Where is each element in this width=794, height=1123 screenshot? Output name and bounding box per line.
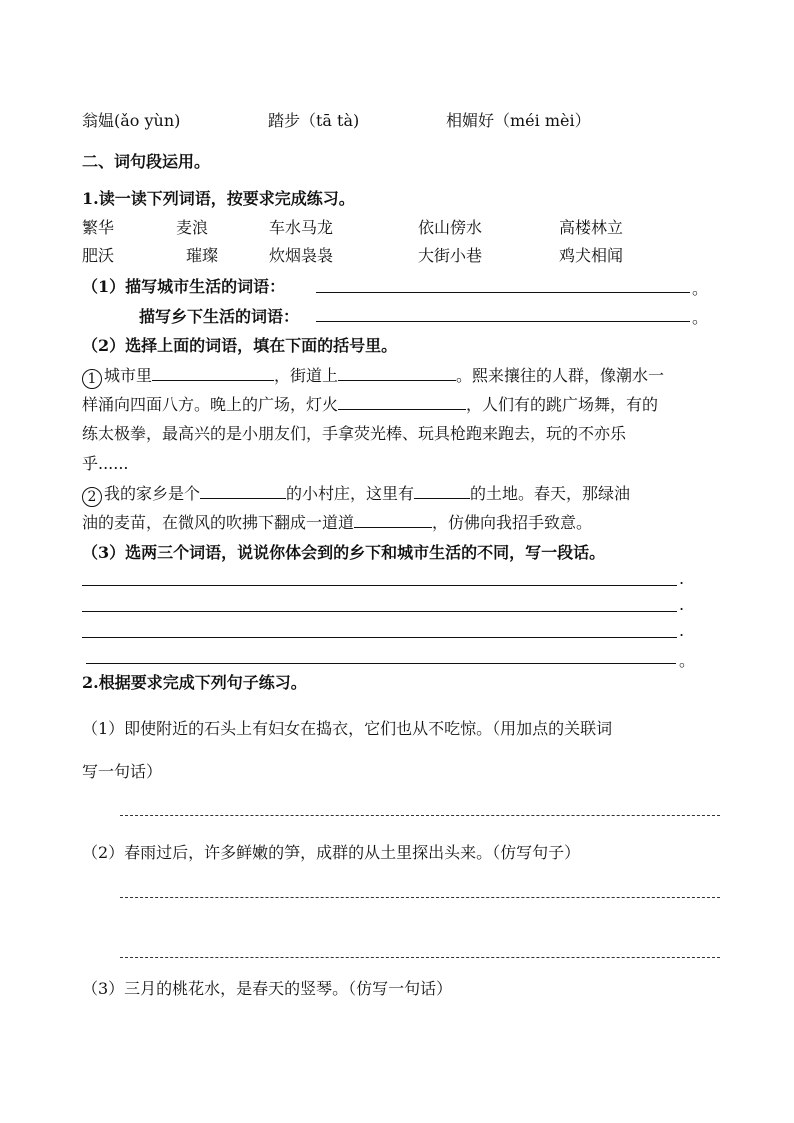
fill-blank[interactable] [354,513,432,528]
fill-blank[interactable] [152,366,274,381]
writing-line[interactable] [82,637,677,638]
circled-number: 2 [82,487,102,507]
paragraph-1-line-2: 样涌向四面八方。晚上的广场，灯火 ，人们有的跳广场舞，有的 [82,395,659,414]
line-end: 。 [679,651,696,670]
period: 。 [692,279,709,298]
pinyin-item-1: 翁媪(ǎo yùn) [82,111,181,130]
village-words-answer-line[interactable] [316,321,690,322]
word: 炊烟袅袅 [269,246,334,265]
line-end: . [679,569,685,588]
writing-line[interactable] [86,663,676,664]
word: 繁华 [82,218,115,237]
pinyin-item-2: 踏步（tā tà) [268,111,360,130]
question-1-title: 1.读一读下列词语，按要求完成练习。 [82,189,355,208]
word: 鸡犬相闻 [559,246,624,265]
sub2-title: （2）选择上面的词语，填在下面的括号里。 [82,336,398,355]
question-2-title: 2.根据要求完成下列句子练习。 [82,673,307,692]
sub1b-label: 描写乡下生活的词语： [139,307,300,326]
word: 高楼林立 [559,218,624,237]
fill-blank[interactable] [200,484,286,499]
sentence-3: （3）三月的桃花水，是春天的竖琴。（仿写一句话） [82,979,453,998]
word: 依山傍水 [418,218,483,237]
circled-number: 1 [82,369,102,389]
sentence-2: （2）春雨过后，许多鲜嫩的笋，成群的从土里探出头来。（仿写句子） [82,843,581,862]
writing-line[interactable] [82,585,677,586]
paragraph-1-line-3: 练太极拳，最高兴的是小朋友们，手拿荧光棒、玩具枪跑来跑去，玩的不亦乐 [82,424,627,443]
paragraph-1-line-4: 乎...... [82,454,129,473]
writing-line[interactable] [82,611,677,612]
line-end: . [679,595,685,614]
answer-line[interactable] [120,897,720,898]
word: 麦浪 [176,218,209,237]
word: 璀璨 [186,246,219,265]
sentence-1-line-1: （1）即使附近的石头上有妇女在捣衣，它们也从不吃惊。（用加点的关联词 [82,719,613,738]
period: 。 [692,308,709,327]
pinyin-item-3: 相媚好（méi mèi） [446,111,591,130]
paragraph-2-line-2: 油的麦苗，在微风的吹拂下翻成一道道 ，仿佛向我招手致意。 [82,513,593,532]
word: 车水马龙 [269,218,334,237]
line-end: . [679,621,685,640]
word: 大街小巷 [418,246,483,265]
word: 肥沃 [82,246,115,265]
sub1-label: （1）描写城市生活的词语： [82,277,286,296]
paragraph-2-line-1: 2 我的家乡是个 的小村庄，这里有 的土地。春天，那绿油 [82,481,630,507]
fill-blank[interactable] [338,395,466,410]
sentence-1-line-2: 写一句话） [82,762,163,781]
fill-blank[interactable] [338,366,456,381]
sub3-title: （3）选两三个词语，说说你体会到的乡下和城市生活的不同，写一段话。 [82,543,606,562]
answer-line[interactable] [120,815,720,816]
city-words-answer-line[interactable] [316,292,690,293]
answer-line[interactable] [120,957,720,958]
fill-blank[interactable] [414,484,470,499]
paragraph-1-line-1: 1 城市里 ，街道上 。熙来攘往的人群，像潮水一 [82,363,664,389]
section-title: 二、词句段运用。 [82,152,211,171]
